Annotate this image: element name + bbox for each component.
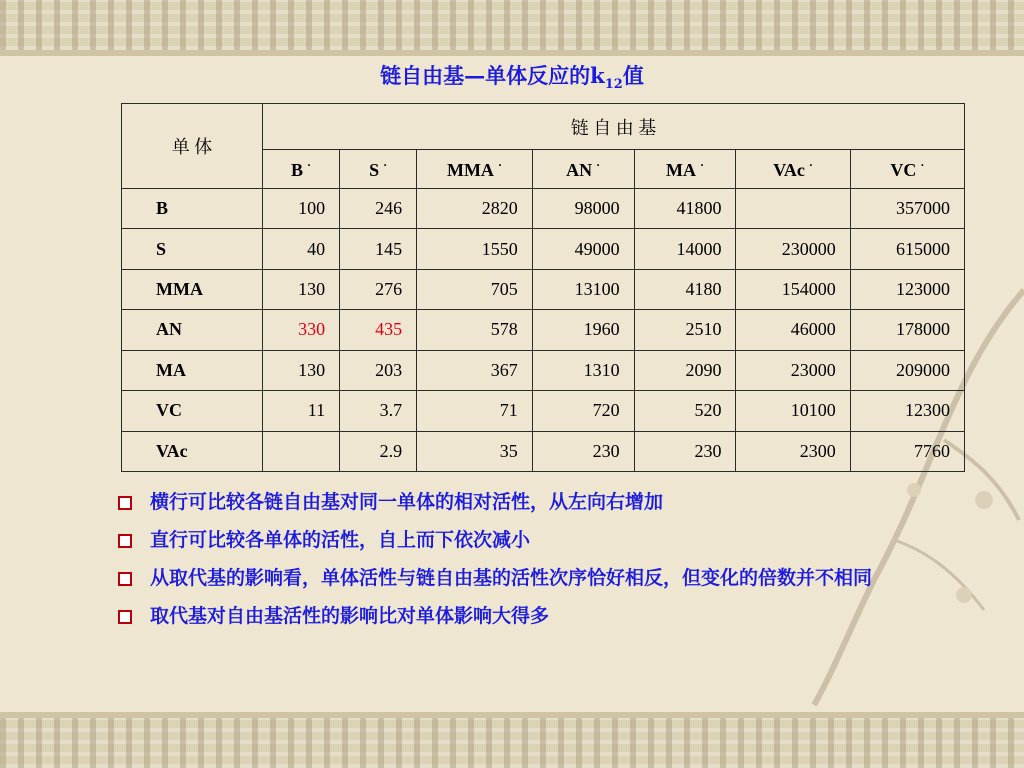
table-cell: 145 <box>340 229 417 269</box>
radical-header-mma <box>417 150 533 189</box>
radical-dot: · <box>497 157 502 172</box>
table-cell <box>263 431 340 471</box>
header-radical-group: 链 自 由 基 <box>263 104 965 150</box>
square-bullet-icon <box>118 534 132 548</box>
row-label-ma: MA <box>122 350 263 390</box>
table-cell: 578 <box>417 310 533 350</box>
table-cell: 40 <box>263 229 340 269</box>
table-cell: 130 <box>263 269 340 309</box>
table-row <box>122 431 965 471</box>
radical-dot: · <box>596 157 601 172</box>
row-label-s: S <box>122 229 263 269</box>
table-cell: 2820 <box>417 189 533 229</box>
table-cell: 2510 <box>634 310 736 350</box>
bullet-item <box>110 564 970 592</box>
radical-dot: · <box>920 157 925 172</box>
bullet-list <box>110 488 970 640</box>
table-cell: 720 <box>532 391 634 431</box>
bottom-border-line <box>0 712 1024 718</box>
table-cell: 367 <box>417 350 533 390</box>
bullet-item <box>110 526 970 554</box>
table-cell: 130 <box>263 350 340 390</box>
bullet-text: 取代基对自由基活性的影响比对单体影响大得多 <box>150 605 550 627</box>
table-cell: 7760 <box>850 431 964 471</box>
radical-dot: · <box>307 157 312 172</box>
radical-label: MA <box>666 159 697 180</box>
table-cell: 2.9 <box>340 431 417 471</box>
square-bullet-icon <box>118 572 132 586</box>
radical-header-an <box>532 150 634 189</box>
radical-label: VAc <box>773 159 805 180</box>
table-row <box>122 269 965 309</box>
top-border-line <box>0 50 1024 56</box>
table-cell: 705 <box>417 269 533 309</box>
table-cell: 276 <box>340 269 417 309</box>
table-cell: 203 <box>340 350 417 390</box>
table-cell: 46000 <box>736 310 850 350</box>
row-label-vac: VAc <box>122 431 263 471</box>
row-label-b: B <box>122 189 263 229</box>
table-cell: 230 <box>634 431 736 471</box>
table-cell: 123000 <box>850 269 964 309</box>
table-cell: 230000 <box>736 229 850 269</box>
table-cell <box>736 189 850 229</box>
header-monomer: 单 体 <box>122 104 263 189</box>
table-cell: 1550 <box>417 229 533 269</box>
radical-header-vc <box>850 150 964 189</box>
radical-dot: · <box>808 157 813 172</box>
bullet-text: 从取代基的影响看，单体活性与链自由基的活性次序恰好相反，但变化的倍数并不相同 <box>150 567 873 589</box>
square-bullet-icon <box>118 610 132 624</box>
table-cell: 230 <box>532 431 634 471</box>
radical-header-s <box>340 150 417 189</box>
table-row <box>122 229 965 269</box>
bottom-decorative-border <box>0 718 1024 768</box>
radical-header-ma <box>634 150 736 189</box>
bullet-item <box>110 488 970 516</box>
table-cell: 615000 <box>850 229 964 269</box>
table-cell: 3.7 <box>340 391 417 431</box>
radical-header-b <box>263 150 340 189</box>
square-bullet-icon <box>118 496 132 510</box>
radical-header-vac <box>736 150 850 189</box>
table-cell: 12300 <box>850 391 964 431</box>
table-cell: 520 <box>634 391 736 431</box>
table-cell: 100 <box>263 189 340 229</box>
table-cell: 154000 <box>736 269 850 309</box>
table-row <box>122 350 965 390</box>
radical-dot: · <box>700 157 705 172</box>
table-cell: 35 <box>417 431 533 471</box>
table-cell: 23000 <box>736 350 850 390</box>
bullet-text: 横行可比较各链自由基对同一单体的相对活性，从左向右增加 <box>150 491 664 513</box>
slide-title: 链自由基—单体反应的$k_{12}$值 <box>380 63 644 93</box>
radical-dot: · <box>383 157 388 172</box>
table-cell: 435 <box>340 310 417 350</box>
table-cell: 1960 <box>532 310 634 350</box>
top-decorative-border <box>0 0 1024 50</box>
table-cell: 2090 <box>634 350 736 390</box>
table-row <box>122 391 965 431</box>
table-cell: 178000 <box>850 310 964 350</box>
table-cell: 41800 <box>634 189 736 229</box>
table-cell: 330 <box>263 310 340 350</box>
radical-label: S <box>369 159 380 180</box>
bullet-item <box>110 602 970 630</box>
radical-label: B <box>291 159 304 180</box>
bullet-text: 直行可比较各单体的活性，自上而下依次减小 <box>150 529 531 551</box>
table-row <box>122 189 965 229</box>
table-cell: 4180 <box>634 269 736 309</box>
table-cell: 2300 <box>736 431 850 471</box>
table-cell: 49000 <box>532 229 634 269</box>
row-label-an: AN <box>122 310 263 350</box>
radical-label: VC <box>890 159 917 180</box>
table-cell: 246 <box>340 189 417 229</box>
rate-constant-table <box>121 103 965 472</box>
table-body <box>122 189 965 472</box>
row-label-mma: MMA <box>122 269 263 309</box>
table-row <box>122 310 965 350</box>
table-cell: 98000 <box>532 189 634 229</box>
table-cell: 357000 <box>850 189 964 229</box>
table-cell: 209000 <box>850 350 964 390</box>
radical-label: AN <box>566 159 593 180</box>
table-cell: 14000 <box>634 229 736 269</box>
table-cell: 71 <box>417 391 533 431</box>
row-label-vc: VC <box>122 391 263 431</box>
table-cell: 11 <box>263 391 340 431</box>
table-cell: 13100 <box>532 269 634 309</box>
radical-label: MMA <box>446 159 494 180</box>
table-cell: 10100 <box>736 391 850 431</box>
table-cell: 1310 <box>532 350 634 390</box>
